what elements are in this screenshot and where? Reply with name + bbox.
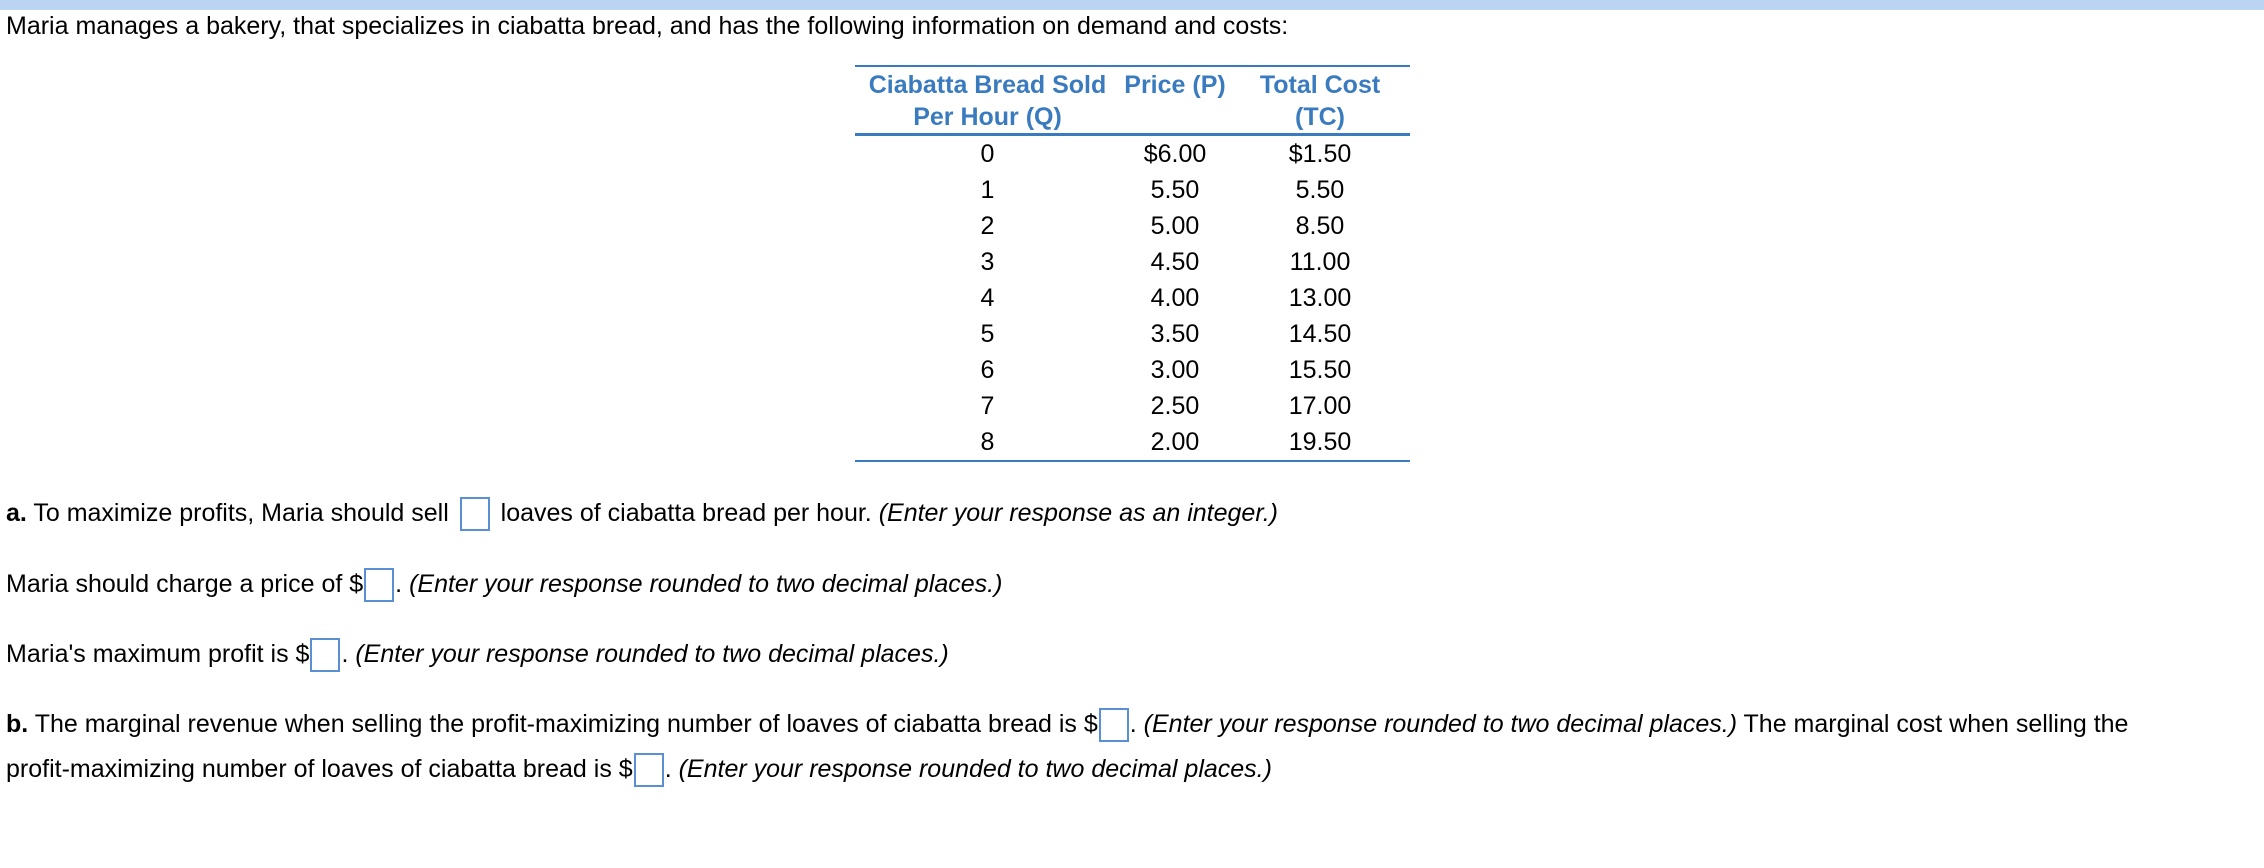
answer-marginal-revenue-input[interactable] bbox=[1099, 708, 1129, 742]
answer-price-input[interactable] bbox=[364, 568, 394, 602]
answer-quantity-input[interactable] bbox=[460, 497, 490, 531]
question-b-mr-text-after: . bbox=[1129, 710, 1144, 738]
cell-total-cost: 13.00 bbox=[1288, 284, 1352, 312]
header-price bbox=[1120, 66, 1230, 135]
question-b-line2 bbox=[6, 753, 1272, 787]
table-row bbox=[855, 244, 1410, 280]
cell-price: 2.00 bbox=[1150, 428, 1200, 456]
question-a-profit bbox=[6, 638, 949, 672]
question-a-profit-hint: (Enter your response rounded to two decimal places.) bbox=[355, 640, 949, 668]
cell-price: 3.50 bbox=[1150, 320, 1200, 348]
question-a-quantity-text: To maximize profits, Maria should sell bbox=[26, 499, 456, 527]
cell-quantity: 1 bbox=[980, 176, 995, 204]
table-row bbox=[855, 172, 1410, 208]
top-accent-bar bbox=[0, 0, 2264, 10]
table-header-row bbox=[855, 66, 1410, 135]
table-row bbox=[855, 135, 1410, 173]
question-b-mc-hint: (Enter your response rounded to two decimal places.) bbox=[678, 755, 1272, 783]
cell-quantity: 7 bbox=[980, 392, 995, 420]
cell-total-cost: 5.50 bbox=[1295, 176, 1345, 204]
answer-marginal-cost-input[interactable] bbox=[634, 753, 664, 787]
question-a-quantity bbox=[6, 497, 1278, 531]
table-row bbox=[855, 424, 1410, 461]
question-b-mr-text: The marginal revenue when selling the profit-maximizing number of loaves of ciabatta bread is $ bbox=[28, 710, 1098, 738]
cell-quantity: 8 bbox=[980, 428, 995, 456]
question-b-mr-hint: (Enter your response rounded to two decimal places.) bbox=[1143, 710, 1738, 738]
question-a-profit-text-after: . bbox=[341, 640, 356, 668]
table-row bbox=[855, 388, 1410, 424]
cell-total-cost: 14.50 bbox=[1288, 320, 1352, 348]
cell-total-cost: 19.50 bbox=[1288, 428, 1352, 456]
cell-price: 4.50 bbox=[1150, 248, 1200, 276]
cell-price: 2.50 bbox=[1150, 392, 1200, 420]
question-a-price-text: Maria should charge a price of $ bbox=[6, 570, 364, 598]
cell-total-cost: 15.50 bbox=[1288, 356, 1352, 384]
table-row bbox=[855, 352, 1410, 388]
cell-total-cost: 8.50 bbox=[1295, 212, 1345, 240]
cell-quantity: 0 bbox=[980, 140, 995, 168]
question-a-price bbox=[6, 568, 1002, 602]
cell-total-cost: $1.50 bbox=[1288, 140, 1352, 168]
cell-quantity: 6 bbox=[980, 356, 995, 384]
table-row bbox=[855, 208, 1410, 244]
question-a-profit-text: Maria's maximum profit is $ bbox=[6, 640, 310, 668]
table-row bbox=[855, 280, 1410, 316]
question-a-quantity-hint: (Enter your response as an integer.) bbox=[878, 499, 1278, 527]
header-total-cost bbox=[1230, 66, 1410, 135]
header-quantity bbox=[855, 66, 1120, 135]
header-price-line1: Price (P) bbox=[1124, 71, 1226, 99]
question-a-price-hint: (Enter your response rounded to two decimal places.) bbox=[409, 570, 1003, 598]
question-a-price-text-after: . bbox=[395, 570, 410, 598]
cell-price: $6.00 bbox=[1143, 140, 1207, 168]
answer-profit-input[interactable] bbox=[310, 638, 340, 672]
header-quantity-line2: Per Hour (Q) bbox=[913, 103, 1062, 131]
cell-price: 5.50 bbox=[1150, 176, 1200, 204]
cell-total-cost: 11.00 bbox=[1289, 248, 1351, 276]
question-b-mc-text-line2: profit-maximizing number of loaves of ciabatta bread is $ bbox=[6, 755, 633, 783]
cell-quantity: 5 bbox=[980, 320, 995, 348]
header-total-cost-line1: Total Cost bbox=[1259, 71, 1381, 99]
cell-quantity: 3 bbox=[980, 248, 995, 276]
cell-total-cost: 17.00 bbox=[1288, 392, 1352, 420]
cell-price: 4.00 bbox=[1150, 284, 1200, 312]
question-b-mc-text-line1: The marginal cost when selling the bbox=[1737, 710, 2129, 738]
table-row bbox=[855, 316, 1410, 352]
header-total-cost-line2: (TC) bbox=[1295, 103, 1345, 131]
question-b-line1 bbox=[6, 708, 2128, 742]
cell-quantity: 4 bbox=[980, 284, 995, 312]
demand-cost-table bbox=[855, 65, 1410, 462]
demand-cost-table-container bbox=[855, 65, 1410, 462]
question-b-mc-text-after: . bbox=[664, 755, 679, 783]
cell-quantity: 2 bbox=[980, 212, 995, 240]
header-quantity-line1: Ciabatta Bread Sold bbox=[868, 71, 1107, 99]
cell-price: 5.00 bbox=[1150, 212, 1200, 240]
part-b-label: b. bbox=[6, 710, 29, 738]
cell-price: 3.00 bbox=[1150, 356, 1200, 384]
question-a-quantity-text-after: loaves of ciabatta bread per hour. bbox=[493, 499, 879, 527]
part-a-label: a. bbox=[6, 499, 27, 527]
problem-intro: Maria manages a bakery, that specializes in ciabatta bread, and has the following information on demand and costs: bbox=[6, 12, 1289, 40]
